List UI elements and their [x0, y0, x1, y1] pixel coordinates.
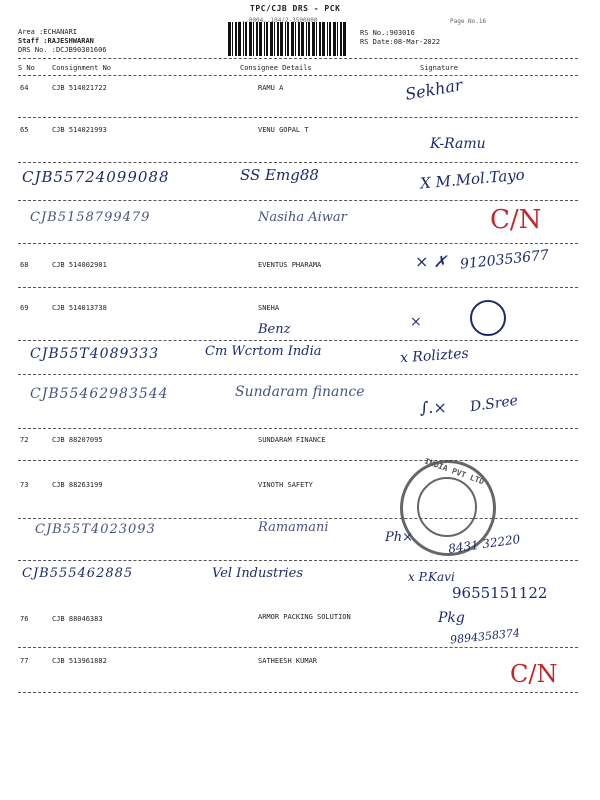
handwritten-consignment: CJB55T4023093: [35, 522, 156, 537]
barcode-bar: [228, 22, 231, 56]
divider: [18, 287, 578, 288]
barcode-bar: [249, 22, 252, 56]
cross-mark: ∫.×: [420, 398, 447, 417]
page-number: Page No.16: [450, 18, 487, 25]
divider: [18, 162, 578, 163]
handwritten-note: Benz: [258, 322, 291, 337]
divider: [18, 75, 578, 76]
row-consignment: CJB 514021993: [52, 126, 107, 134]
barcode-bar: [312, 22, 315, 56]
barcode-bar: [308, 22, 310, 56]
barcode-bar: [295, 22, 296, 56]
barcode-bar: [259, 22, 262, 56]
barcode-bar: [245, 22, 247, 56]
barcode-bar: [238, 22, 241, 56]
handwritten-consignee: SS Emg88: [240, 166, 319, 184]
barcode-bar: [243, 22, 244, 56]
cn-mark: C/N: [510, 660, 558, 688]
row-consignee: VENU GOPAL T: [258, 126, 309, 134]
divider: [18, 243, 578, 244]
signature-scribble: [470, 300, 506, 336]
barcode-bar: [253, 22, 254, 56]
divider: [18, 647, 578, 648]
col-consignment: Consignment No: [52, 64, 112, 72]
signature: Pkg: [438, 610, 465, 626]
barcode-bar: [298, 22, 300, 56]
barcode-bar: [337, 22, 338, 56]
cn-mark: C/N: [490, 205, 542, 235]
handwritten-consignee: Cm Wcrtom India: [205, 344, 322, 359]
handwritten-consignment: CJB555462885: [22, 566, 134, 581]
row-sno: 76: [20, 615, 29, 623]
row-consignment: CJB 88263199: [52, 481, 103, 489]
row-consignee: ARMOR PACKING SOLUTION: [258, 613, 351, 621]
col-sno: S No: [18, 64, 35, 72]
row-consignee: SUNDARAM FINANCE: [258, 436, 326, 444]
document-title: TPC/CJB DRS - PCK: [250, 4, 341, 13]
barcode-bar: [343, 22, 346, 56]
row-consignment: CJB 514021722: [52, 84, 107, 92]
barcode-bar: [256, 22, 258, 56]
row-sno: 69: [20, 304, 29, 312]
divider: [18, 460, 578, 461]
col-signature: Signature: [420, 64, 458, 72]
barcode-bar: [264, 22, 265, 56]
divider: [18, 340, 578, 341]
rs-date: RS Date:08-Mar-2022: [360, 38, 441, 46]
barcode-bar: [291, 22, 294, 56]
barcode-bar: [301, 22, 304, 56]
handwritten-consignee: Nasiha Aiwar: [258, 210, 347, 225]
area-line: Area :ECHANARI: [18, 28, 78, 36]
row-sno: 65: [20, 126, 29, 134]
company-stamp: INDIA PVT LTD: [400, 460, 496, 556]
row-sno: 64: [20, 84, 29, 92]
barcode-bar: [316, 22, 317, 56]
barcode-bar: [340, 22, 342, 56]
cross-mark: × ✗: [415, 252, 447, 271]
barcode-bar: [306, 22, 307, 56]
signature: K-Ramu: [430, 136, 486, 152]
barcode-bar: [277, 22, 279, 56]
barcode-bar: [287, 22, 289, 56]
divider: [18, 374, 578, 375]
handwritten-consignment: CJB55T4089333: [30, 346, 160, 362]
divider: [18, 560, 578, 561]
divider: [18, 58, 578, 59]
row-consignee: EVENTUS PHARAMA: [258, 261, 322, 269]
signature: D.Sree: [469, 392, 519, 416]
handwritten-consignment: CJB5158799479: [30, 210, 151, 225]
barcode-bar: [327, 22, 328, 56]
row-sno: 68: [20, 261, 29, 269]
signature-number: 8431 32220: [447, 532, 522, 556]
divider: [18, 518, 578, 519]
signature-phone: 9894358374: [449, 626, 521, 647]
handwritten-consignee: Ramamani: [258, 520, 329, 535]
row-sno: 77: [20, 657, 29, 665]
handwritten-consignee: Vel Industries: [212, 566, 304, 581]
barcode-bar: [266, 22, 268, 56]
barcode-bar: [329, 22, 331, 56]
row-consignment: CJB 514013738: [52, 304, 107, 312]
signature-phone: 9655151122: [452, 584, 548, 602]
row-consignment: CJB 88046383: [52, 615, 103, 623]
divider: [18, 200, 578, 201]
rs-number: RS No.:903016: [360, 29, 415, 37]
cross-mark: ×: [410, 314, 422, 330]
signature: Ph×: [385, 530, 414, 545]
row-sno: 72: [20, 436, 29, 444]
handwritten-consignment: CJB55724099088: [22, 168, 170, 186]
row-consignee: SNEHA: [258, 304, 280, 312]
row-consignee: RAMU A: [258, 84, 284, 92]
row-sno: 73: [20, 481, 29, 489]
barcode-bar: [274, 22, 275, 56]
barcode-bar: [319, 22, 321, 56]
signature: Sekhar: [403, 75, 464, 104]
row-consignment: CJB 513961882: [52, 657, 107, 665]
barcode-bar: [232, 22, 233, 56]
divider: [18, 692, 578, 693]
barcode-bar: [280, 22, 283, 56]
barcode-bar: [235, 22, 237, 56]
col-consignee: Consignee Details: [240, 64, 312, 72]
staff-line: Staff :RAJESHWARAN: [18, 37, 94, 45]
row-consignee: SATHEESH KUMAR: [258, 657, 318, 665]
signature-phone: 9120353677: [459, 247, 550, 273]
barcode: [228, 22, 348, 56]
divider: [18, 117, 578, 118]
row-consignment: CJB 514002901: [52, 261, 107, 269]
barcode-text: ...0004..104/2-3500000: [238, 17, 318, 24]
signature: x P.Kavi: [408, 570, 455, 584]
divider: [18, 428, 578, 429]
row-consignment: CJB 88207095: [52, 436, 103, 444]
handwritten-consignee: Sundaram finance: [235, 384, 365, 400]
barcode-bar: [270, 22, 273, 56]
row-consignee: VINOTH SAFETY: [258, 481, 313, 489]
drs-line: DRS No. :DCJB90301606: [18, 46, 107, 54]
signature: X M.Mol.Tayo: [419, 165, 526, 193]
signature: x Roliztes: [399, 345, 470, 367]
barcode-bar: [333, 22, 336, 56]
barcode-bar: [285, 22, 286, 56]
barcode-bar: [322, 22, 325, 56]
handwritten-consignment: CJB55462983544: [30, 386, 169, 402]
